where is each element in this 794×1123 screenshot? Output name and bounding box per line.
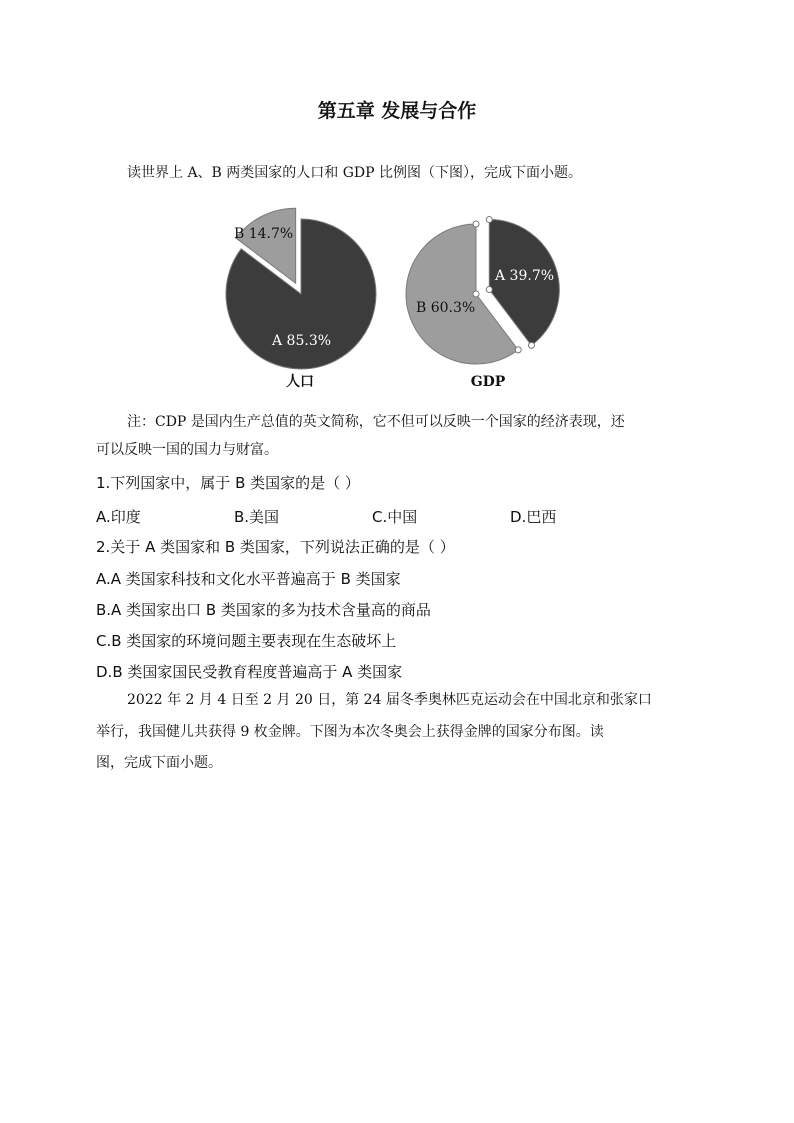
note-line-2: 可以反映一国的国力与财富。 <box>96 442 278 458</box>
slice-handle-0 <box>486 287 492 293</box>
question-2-stem: 2.关于 A 类国家和 B 类国家，下列说法正确的是（ ） <box>96 538 455 556</box>
slice-label-b-gdp: B 60.3% <box>416 300 476 316</box>
slice-label-a-gdp: A 39.7% <box>495 268 555 284</box>
q2-option-c[interactable]: C.B 类国家的环境问题主要表现在生态破坏上 <box>96 632 397 650</box>
slice-handle-1 <box>486 217 492 223</box>
passage-line-2: 举行，我国健儿共获得 9 枚金牌。下图为本次冬奥会上获得金牌的国家分布图。读 <box>96 724 604 740</box>
population-pie-chart <box>220 200 400 390</box>
intro-text: 读世界上 A、B 两类国家的人口和 GDP 比例图（下图），完成下面小题。 <box>127 165 583 181</box>
chart-title-population: 人口 <box>286 374 314 390</box>
q2-option-a[interactable]: A.A 类国家科技和文化水平普遍高于 B 类国家 <box>96 570 401 588</box>
q1-option-a[interactable]: A.印度 <box>96 508 141 526</box>
passage-line-1: 2022 年 2 月 4 日至 2 月 20 日，第 24 届冬季奥林匹克运动会在中国北京和张家口 <box>127 692 652 708</box>
gdp-pie-chart <box>400 200 600 390</box>
q1-option-c[interactable]: C.中国 <box>372 508 418 526</box>
question-1-stem: 1.下列国家中，属于 B 类国家的是（ ） <box>96 474 360 492</box>
slice-handle-4 <box>515 347 521 353</box>
note-line-1: 注：CDP 是国内生产总值的英文简称，它不但可以反映一个国家的经济表现，还 <box>127 414 625 430</box>
passage-line-3: 图，完成下面小题。 <box>96 755 222 771</box>
slice-handle-2 <box>528 342 534 348</box>
page-title: 第五章 发展与合作 <box>317 100 477 122</box>
q1-option-d[interactable]: D.巴西 <box>510 508 557 526</box>
slice-handle-5 <box>473 221 479 227</box>
q2-option-b[interactable]: B.A 类国家出口 B 类国家的多为技术含量高的商品 <box>96 601 431 619</box>
slice-label-a-population: A 85.3% <box>272 333 332 349</box>
chart-title-gdp: GDP <box>470 374 506 390</box>
slice-label-b-population: B 14.7% <box>234 226 294 242</box>
q2-option-d[interactable]: D.B 类国家国民受教育程度普遍高于 A 类国家 <box>96 663 403 681</box>
slice-handle-3 <box>473 291 479 297</box>
q1-option-b[interactable]: B.美国 <box>234 508 280 526</box>
